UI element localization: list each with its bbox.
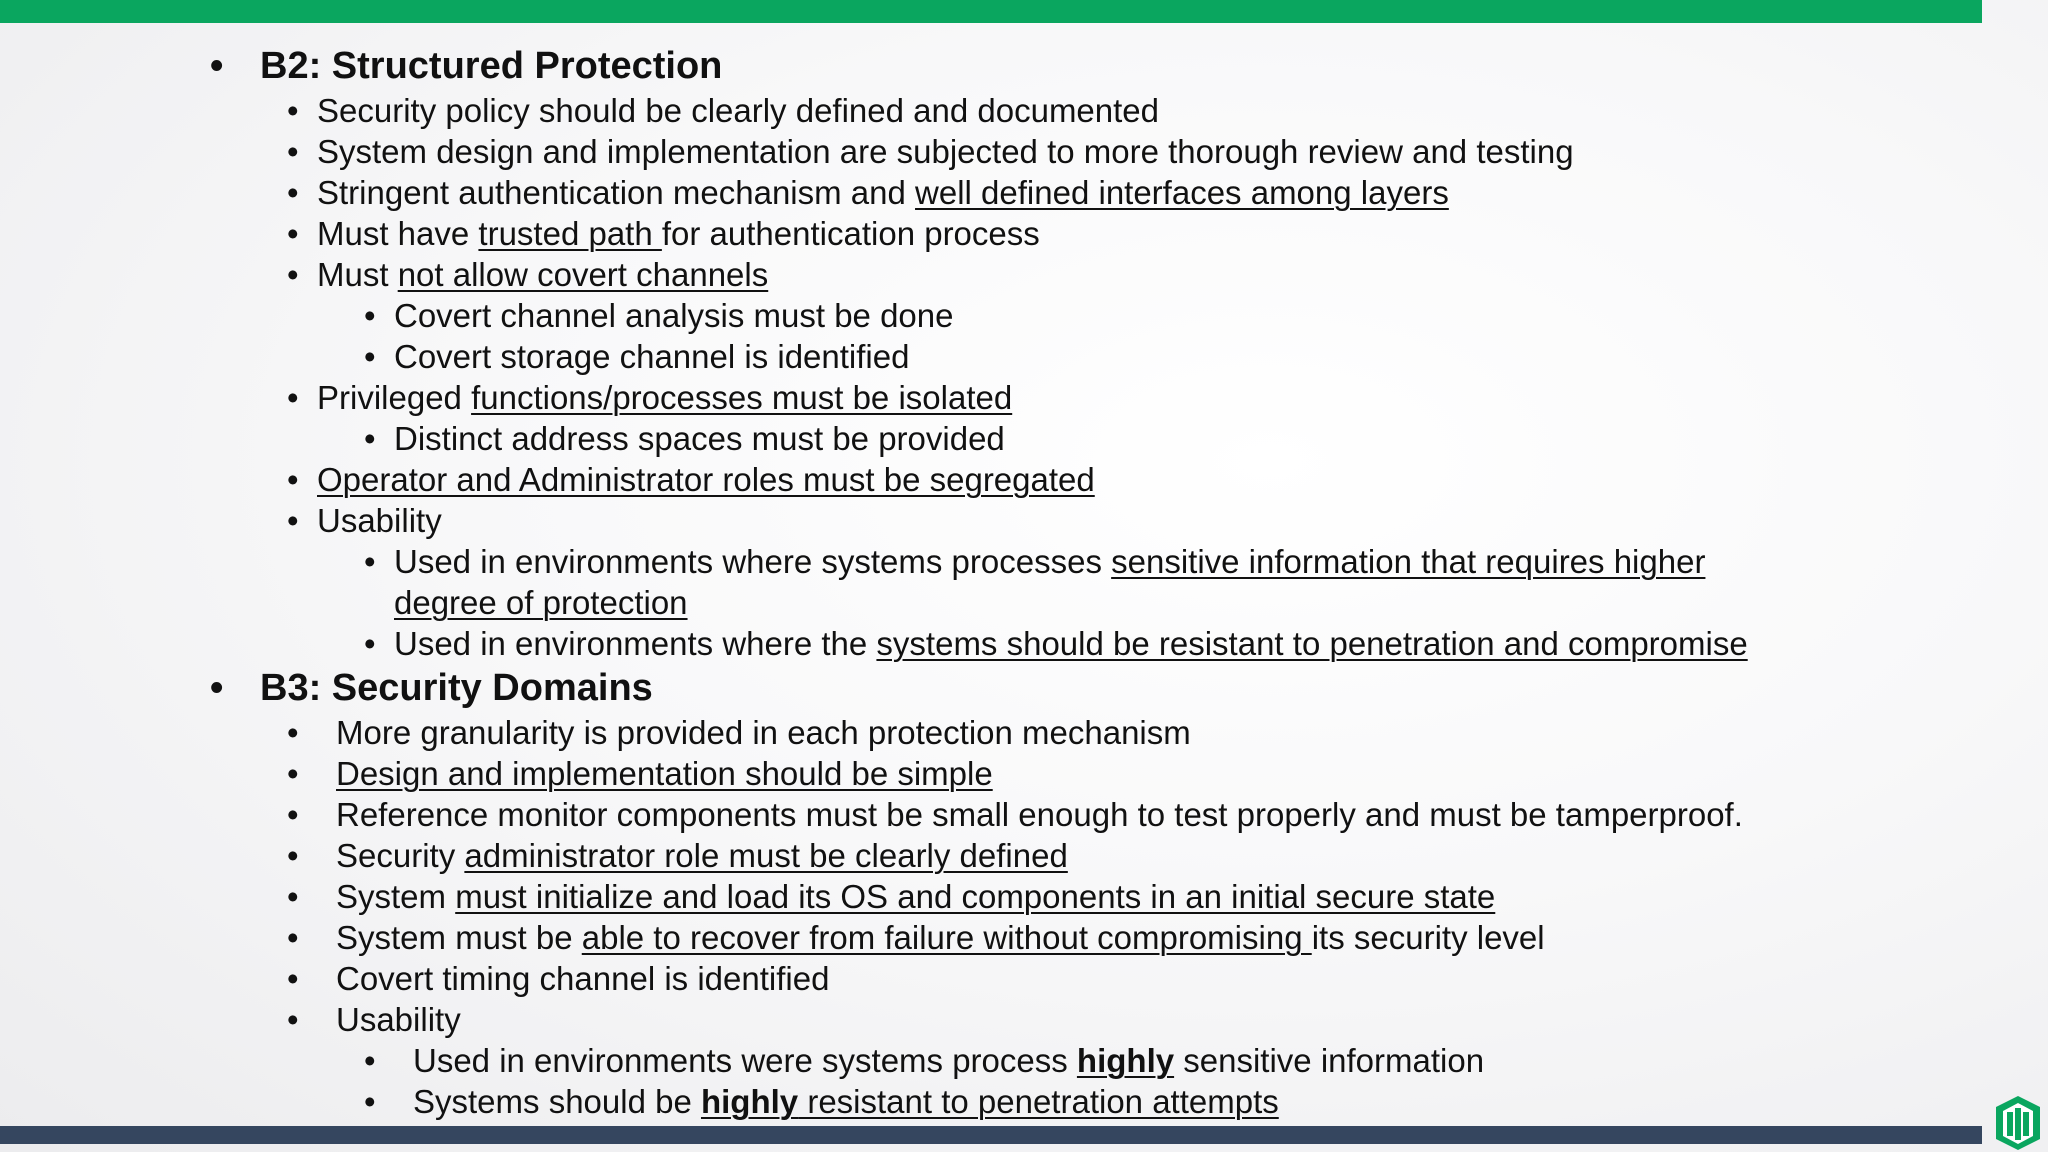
bullet: • bbox=[364, 420, 376, 457]
underlined-text: able to recover from failure without compromising bbox=[581, 919, 1312, 956]
item-text bbox=[394, 623, 1748, 664]
item-text bbox=[394, 418, 1005, 459]
bullet: • bbox=[287, 461, 299, 498]
item-text bbox=[317, 131, 1574, 172]
text-run: System must be bbox=[336, 919, 582, 956]
text-run: Systems should be bbox=[413, 1083, 701, 1120]
item-text bbox=[394, 295, 954, 336]
bullet: • bbox=[364, 543, 376, 580]
bullet-item bbox=[0, 999, 2048, 1040]
underlined-text: sensitive information that requires higher bbox=[1111, 543, 1706, 580]
section-heading-line bbox=[0, 42, 2048, 90]
underlined-text: administrator role must be clearly defined bbox=[464, 837, 1068, 874]
sub-bullet-item bbox=[0, 295, 2048, 336]
bullet: • bbox=[287, 878, 299, 915]
sub-bullet-item bbox=[0, 623, 2048, 664]
text-run: System design and implementation are subjected to more thorough review and testing bbox=[317, 133, 1574, 170]
bullet-item bbox=[0, 712, 2048, 753]
sub-bullet-item bbox=[0, 1040, 2048, 1081]
underlined-text: highly bbox=[700, 1083, 799, 1120]
text-run: Covert channel analysis must be done bbox=[394, 297, 954, 334]
item-text bbox=[317, 172, 1449, 213]
footer-bar bbox=[0, 1126, 1982, 1144]
bullet: • bbox=[287, 755, 299, 792]
text-run: Covert storage channel is identified bbox=[394, 338, 910, 375]
text-run: Stringent authentication mechanism and bbox=[317, 174, 916, 211]
text-run: its security level bbox=[1311, 919, 1545, 956]
bullet: • bbox=[287, 502, 299, 539]
sub-bullet-item bbox=[0, 1081, 2048, 1122]
underlined-text: functions/processes must be isolated bbox=[471, 379, 1013, 416]
bullet-item bbox=[0, 131, 2048, 172]
text-run: More granularity is provided in each protection mechanism bbox=[336, 714, 1191, 751]
section-b3-items bbox=[0, 712, 2048, 1122]
text-run: sensitive information bbox=[1174, 1042, 1485, 1079]
text-run: Used in environments where the bbox=[394, 625, 877, 662]
section-b3 bbox=[0, 664, 2048, 1122]
bullet: • bbox=[287, 256, 299, 293]
item-text bbox=[413, 1081, 1279, 1122]
item-text bbox=[394, 582, 688, 623]
bullet-item bbox=[0, 459, 2048, 500]
underlined-text: systems should be resistant to penetration and compromise bbox=[876, 625, 1748, 662]
item-text bbox=[394, 541, 1705, 582]
item-text bbox=[394, 336, 909, 377]
bullet: • bbox=[364, 1083, 376, 1120]
text-run: Usability bbox=[336, 1001, 461, 1038]
sub-bullet-item bbox=[0, 541, 2048, 582]
bullet: • bbox=[210, 45, 224, 87]
sub-bullet-item bbox=[0, 582, 2048, 623]
bullet: • bbox=[287, 960, 299, 997]
item-text bbox=[336, 999, 461, 1040]
item-text bbox=[336, 835, 1068, 876]
item-text bbox=[317, 459, 1095, 500]
sub-bullet-item bbox=[0, 418, 2048, 459]
underlined-text: resistant to penetration attempts bbox=[798, 1083, 1279, 1120]
item-text bbox=[336, 753, 993, 794]
bullet: • bbox=[287, 379, 299, 416]
section-b2-items bbox=[0, 90, 2048, 664]
item-text bbox=[317, 90, 1159, 131]
text-run: Usability bbox=[317, 502, 442, 539]
bullet-item bbox=[0, 172, 2048, 213]
item-text bbox=[336, 917, 1545, 958]
bullet: • bbox=[287, 837, 299, 874]
bullet: • bbox=[287, 919, 299, 956]
bullet-item bbox=[0, 753, 2048, 794]
green-book-stack-logo bbox=[1994, 1094, 2042, 1150]
bullet: • bbox=[364, 338, 376, 375]
bullet-item bbox=[0, 254, 2048, 295]
bullet-item bbox=[0, 500, 2048, 541]
text-run: Security bbox=[336, 837, 465, 874]
bullet: • bbox=[287, 174, 299, 211]
bullet: • bbox=[287, 92, 299, 129]
item-text bbox=[336, 794, 1743, 835]
item-text bbox=[336, 876, 1495, 917]
bullet: • bbox=[287, 133, 299, 170]
bullet: • bbox=[287, 215, 299, 252]
bullet-item bbox=[0, 958, 2048, 999]
bullet-item bbox=[0, 835, 2048, 876]
bullet-item bbox=[0, 377, 2048, 418]
item-text bbox=[413, 1040, 1484, 1081]
sub-bullet-item bbox=[0, 336, 2048, 377]
text-run: Must bbox=[317, 256, 398, 293]
bullet: • bbox=[364, 297, 376, 334]
bullet: • bbox=[364, 1042, 376, 1079]
item-text bbox=[317, 254, 768, 295]
bullet: • bbox=[287, 796, 299, 833]
text-run: Must have bbox=[317, 215, 479, 252]
item-text bbox=[317, 377, 1012, 418]
section-heading: B3: Security Domains bbox=[260, 667, 653, 709]
section-heading-line bbox=[0, 664, 2048, 712]
text-run: Distinct address spaces must be provided bbox=[394, 420, 1005, 457]
text-run: System bbox=[336, 878, 456, 915]
bullet-item bbox=[0, 876, 2048, 917]
text-run: Used in environments where systems processes bbox=[394, 543, 1112, 580]
underlined-text: highly bbox=[1076, 1042, 1175, 1079]
item-text bbox=[336, 712, 1191, 753]
underlined-text: Design and implementation should be simple bbox=[336, 755, 993, 792]
text-run: Privileged bbox=[317, 379, 472, 416]
section-heading: B2: Structured Protection bbox=[260, 45, 723, 87]
bullet: • bbox=[287, 1001, 299, 1038]
bullet-item bbox=[0, 794, 2048, 835]
item-text bbox=[317, 213, 1040, 254]
bullet-item bbox=[0, 917, 2048, 958]
text-run: Security policy should be clearly defined and documented bbox=[317, 92, 1160, 129]
section-b2 bbox=[0, 42, 2048, 664]
bullet-item bbox=[0, 90, 2048, 131]
underlined-text: degree of protection bbox=[394, 584, 688, 621]
underlined-text: trusted path bbox=[478, 215, 662, 252]
item-text bbox=[317, 500, 442, 541]
bullet-item bbox=[0, 213, 2048, 254]
underlined-text: Operator and Administrator roles must be segregated bbox=[317, 461, 1095, 498]
bullet: • bbox=[364, 625, 376, 662]
bullet: • bbox=[287, 714, 299, 751]
top-accent-bar bbox=[0, 0, 1982, 23]
underlined-text: not allow covert channels bbox=[397, 256, 769, 293]
text-run: Used in environments were systems process bbox=[413, 1042, 1077, 1079]
underlined-text: well defined interfaces among layers bbox=[915, 174, 1449, 211]
underlined-text: must initialize and load its OS and components in an initial secure state bbox=[455, 878, 1496, 915]
text-run: Reference monitor components must be small enough to test properly and must be tamperproof. bbox=[336, 796, 1743, 833]
text-run: Covert timing channel is identified bbox=[336, 960, 830, 997]
bullet: • bbox=[210, 667, 224, 709]
text-run: for authentication process bbox=[661, 215, 1040, 252]
item-text bbox=[336, 958, 829, 999]
slide-content bbox=[0, 42, 2048, 1122]
